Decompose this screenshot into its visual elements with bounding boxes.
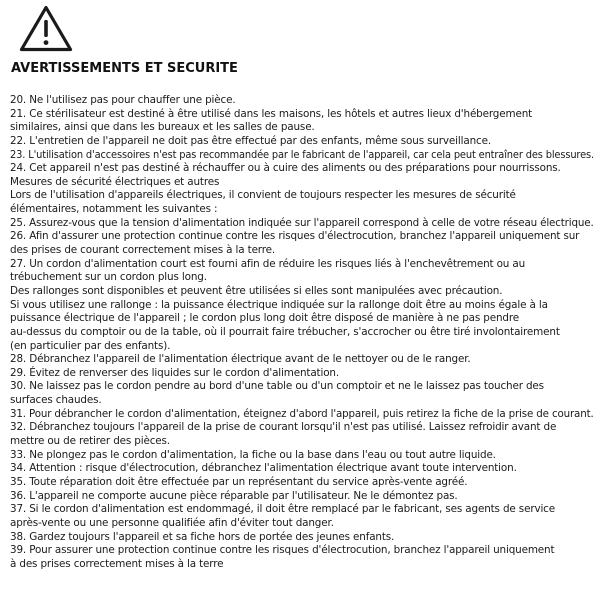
warnings-text: [10, 94, 594, 571]
text-line: 25. Assurez-vous que la tension d'alimentation indiquée sur l'appareil correspond à celle de votre réseau électrique.: [10, 216, 594, 229]
text-line: 29. Évitez de renverser des liquides sur le cordon d'alimentation.: [10, 366, 340, 379]
text-line: 31. Pour débrancher le cordon d'alimentation, éteignez d'abord l'appareil, puis retirez la fiche de la prise de courant.: [10, 407, 594, 420]
text-line: 28. Débranchez l'appareil de l'alimentation électrique avant de le nettoyer ou de le ranger.: [10, 353, 471, 366]
text-line: 24. Cet appareil n'est pas destiné à réchauffer ou à cuire des aliments ou des préparations pour nourrissons.: [10, 162, 561, 175]
text-line: surfaces chaudes.: [10, 394, 102, 407]
text-line: 20. Ne l'utilisez pas pour chauffer une pièce.: [10, 94, 236, 106]
text-line: Des rallonges sont disponibles et peuvent être utilisées si elles sont manipulées avec précaution.: [10, 284, 503, 297]
text-line: après-vente ou une personne qualifiée afin d'éviter tout danger.: [10, 516, 334, 529]
text-line: (en particulier par des enfants).: [10, 339, 171, 352]
text-line: 23. L'utilisation d'accessoires n'est pas recommandée par le fabricant de l'appareil, car cela peut entraîner des blessures.: [10, 148, 595, 161]
text-line: 37. Si le cordon d'alimentation est endommagé, il doit être remplacé par le fabricant, ses agents de service: [10, 503, 555, 516]
text-line: mettre ou de retirer des pièces.: [10, 435, 170, 448]
warning-triangle-icon: [19, 4, 73, 52]
text-line: Lors de l'utilisation d'appareils électriques, il convient de toujours respecter les mesures de sécurité: [10, 189, 516, 202]
text-line: 33. Ne plongez pas le cordon d'alimentation, la fiche ou la base dans l'eau ou tout autre liquide.: [10, 448, 496, 461]
text-line: 27. Un cordon d'alimentation court est fourni afin de réduire les risques liés à l'enchevêtrement ou au: [10, 257, 526, 270]
text-line: 39. Pour assurer une protection continue contre les risques d'électrocution, branchez l'appareil uniquement: [10, 544, 555, 557]
text-line: 32. Débranchez toujours l'appareil de la prise de courant lorsqu'il n'est pas utilisé. Laissez refroidir avant de: [10, 421, 557, 434]
text-line: 38. Gardez toujours l'appareil et sa fiche hors de portée des jeunes enfants.: [10, 530, 395, 543]
text-line: 35. Toute réparation doit être effectuée par un représentant du service après-vente agréé.: [10, 475, 468, 488]
text-line: 34. Attention : risque d'électrocution, débranchez l'alimentation électrique avant toute intervention.: [10, 462, 517, 475]
text-line: au-dessus du comptoir ou de la table, où il pourrait faire trébucher, s'accrocher ou être tiré involontairement: [10, 325, 560, 338]
text-line: 36. L'appareil ne comporte aucune pièce réparable par l'utilisateur. Ne le démontez pas.: [10, 489, 458, 502]
text-line: puissance électrique de l'appareil ; le cordon plus long doit être disposé de manière à ne pas pendre: [10, 312, 519, 325]
text-line: 21. Ce stérilisateur est destiné à être utilisé dans les maisons, les hôtels et autres lieux d'hébergement: [10, 107, 533, 120]
text-line: similaires, ainsi que dans les bureaux et les salles de pause.: [10, 121, 315, 134]
text-line: des prises de courant correctement mises à la terre.: [10, 244, 276, 257]
text-line: 22. L'entretien de l'appareil ne doit pas être effectué par des enfants, même sous surveillance.: [10, 134, 491, 147]
text-line: Si vous utilisez une rallonge : la puissance électrique indiquée sur la rallonge doit être au moins égale à la: [10, 298, 548, 311]
text-line: 30. Ne laissez pas le cordon pendre au bord d'une table ou d'un comptoir et ne le laissez pas toucher des: [10, 380, 544, 393]
text-line: trébuchement sur un cordon plus long.: [10, 271, 207, 284]
text-line: Mesures de sécurité électriques et autres: [10, 175, 220, 188]
text-line: à des prises correctement mises à la terre: [10, 557, 224, 570]
text-line: 26. Afin d'assurer une protection continue contre les risques d'électrocution, branchez l'appareil uniquement sur: [10, 230, 580, 243]
section-heading: AVERTISSEMENTS ET SECURITE: [11, 61, 238, 76]
text-line: élémentaires, notamment les suivantes :: [10, 203, 218, 216]
